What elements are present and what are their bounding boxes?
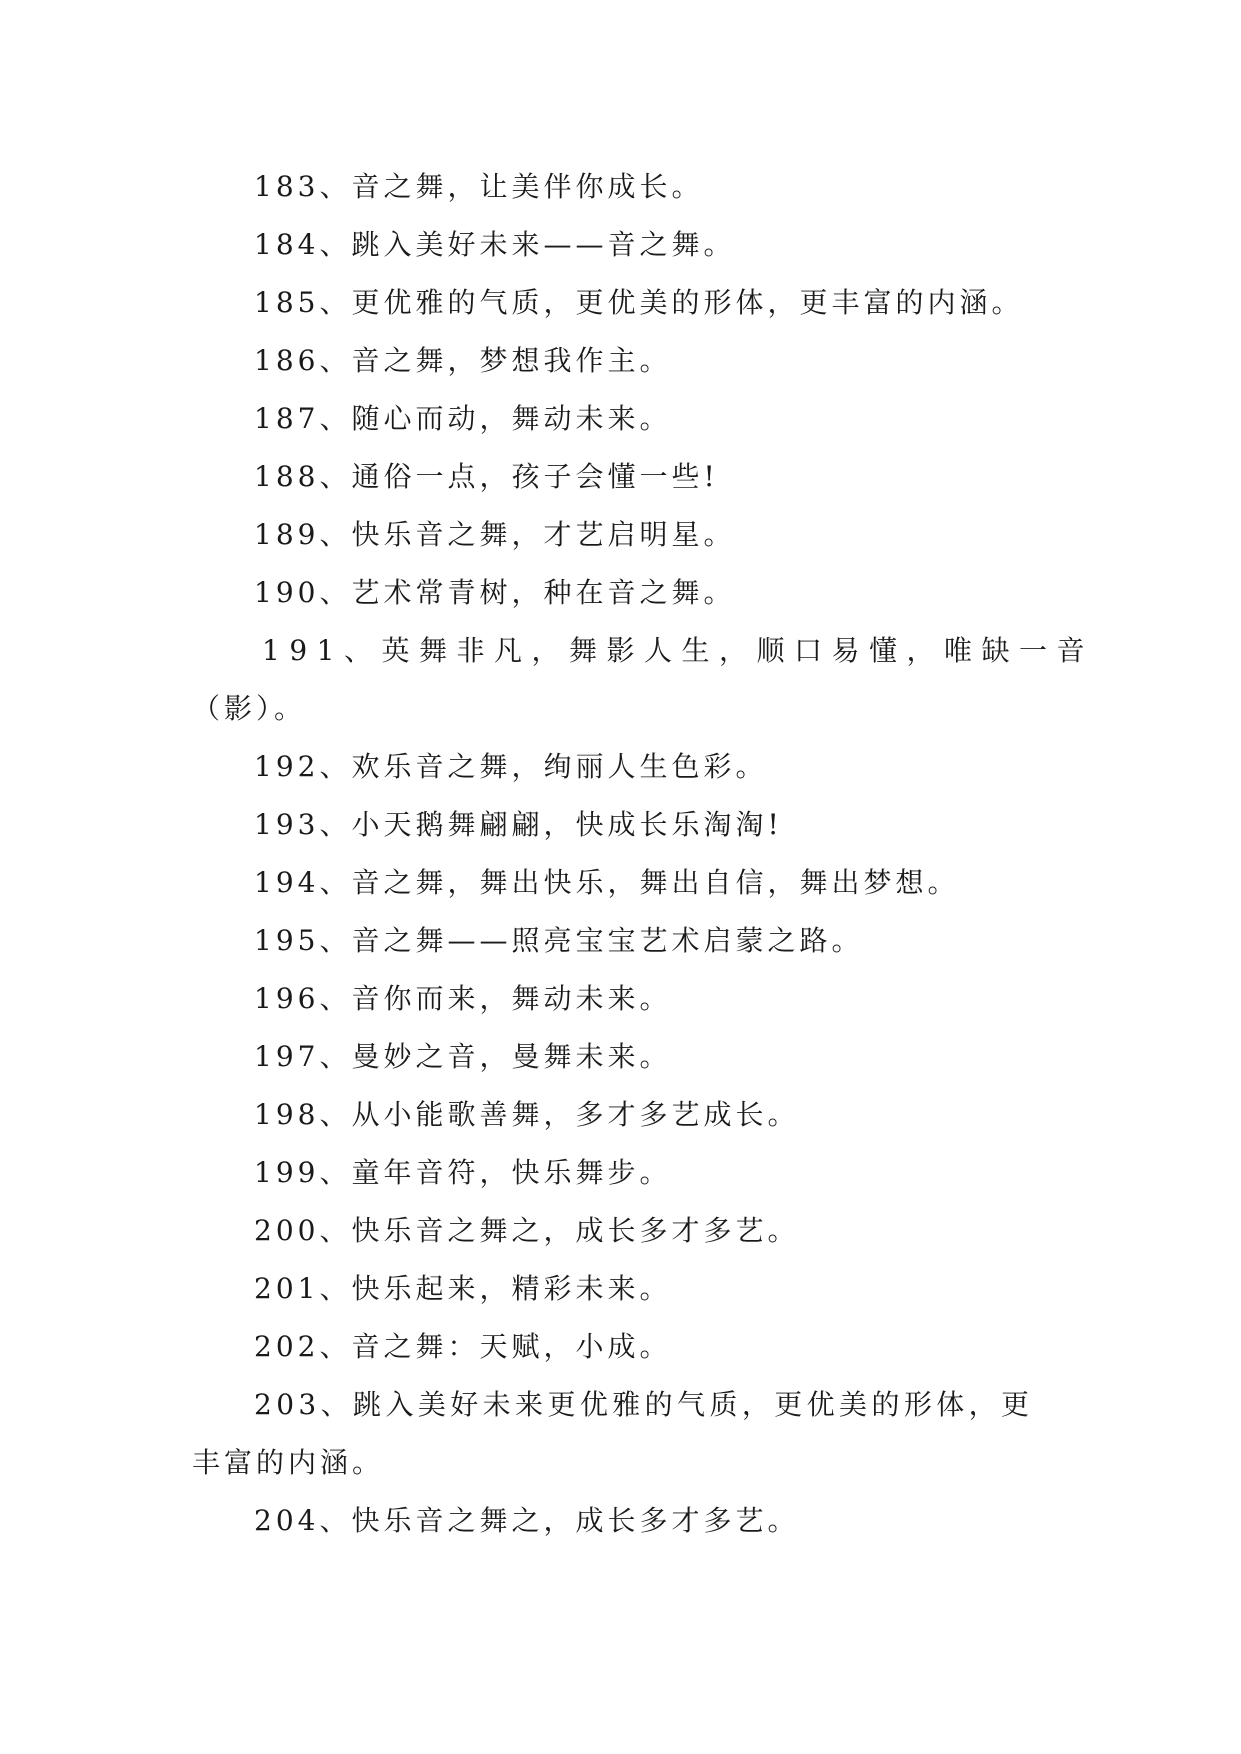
slogan-line-191-continued: （影）。	[192, 692, 307, 725]
slogan-line-204: 204、快乐音之舞之，成长多才多艺。	[254, 1504, 800, 1537]
slogan-line-199: 199、童年音符，快乐舞步。	[254, 1156, 672, 1189]
slogan-line-188: 188、通俗一点，孩子会懂一些!	[254, 460, 719, 493]
slogan-line-198: 198、从小能歌善舞，多才多艺成长。	[254, 1098, 800, 1131]
slogan-line-201: 201、快乐起来，精彩未来。	[254, 1272, 672, 1305]
slogan-line-195: 195、音之舞——照亮宝宝艺术启蒙之路。	[254, 924, 864, 957]
slogan-line-192: 192、欢乐音之舞，绚丽人生色彩。	[254, 750, 768, 783]
slogan-line-197: 197、曼妙之音，曼舞未来。	[254, 1040, 672, 1073]
slogan-line-196: 196、音你而来，舞动未来。	[254, 982, 672, 1015]
slogan-line-194: 194、音之舞，舞出快乐，舞出自信，舞出梦想。	[254, 866, 960, 899]
slogan-line-191: 191、英舞非凡，舞影人生，顺口易懂，唯缺一音	[262, 634, 1094, 667]
slogan-line-200: 200、快乐音之舞之，成长多才多艺。	[254, 1214, 800, 1247]
slogan-line-183: 183、音之舞，让美伴你成长。	[254, 170, 704, 203]
slogan-line-203-continued: 丰富的内涵。	[192, 1446, 385, 1479]
slogan-line-186: 186、音之舞，梦想我作主。	[254, 344, 672, 377]
slogan-line-202: 202、音之舞：天赋，小成。	[254, 1330, 672, 1363]
slogan-line-193: 193、小天鹅舞翩翩，快成长乐淘淘!	[254, 808, 783, 841]
document-body	[192, 158, 1094, 1550]
slogan-line-185: 185、更优雅的气质，更优美的形体，更丰富的内涵。	[254, 286, 1024, 319]
slogan-line-184: 184、跳入美好未来——音之舞。	[254, 228, 736, 261]
slogan-line-190: 190、艺术常青树，种在音之舞。	[254, 576, 736, 609]
slogan-line-189: 189、快乐音之舞，才艺启明星。	[254, 518, 736, 551]
slogan-line-187: 187、随心而动，舞动未来。	[254, 402, 672, 435]
slogan-line-203: 203、跳入美好未来更优雅的气质，更优美的形体，更	[254, 1388, 1034, 1421]
